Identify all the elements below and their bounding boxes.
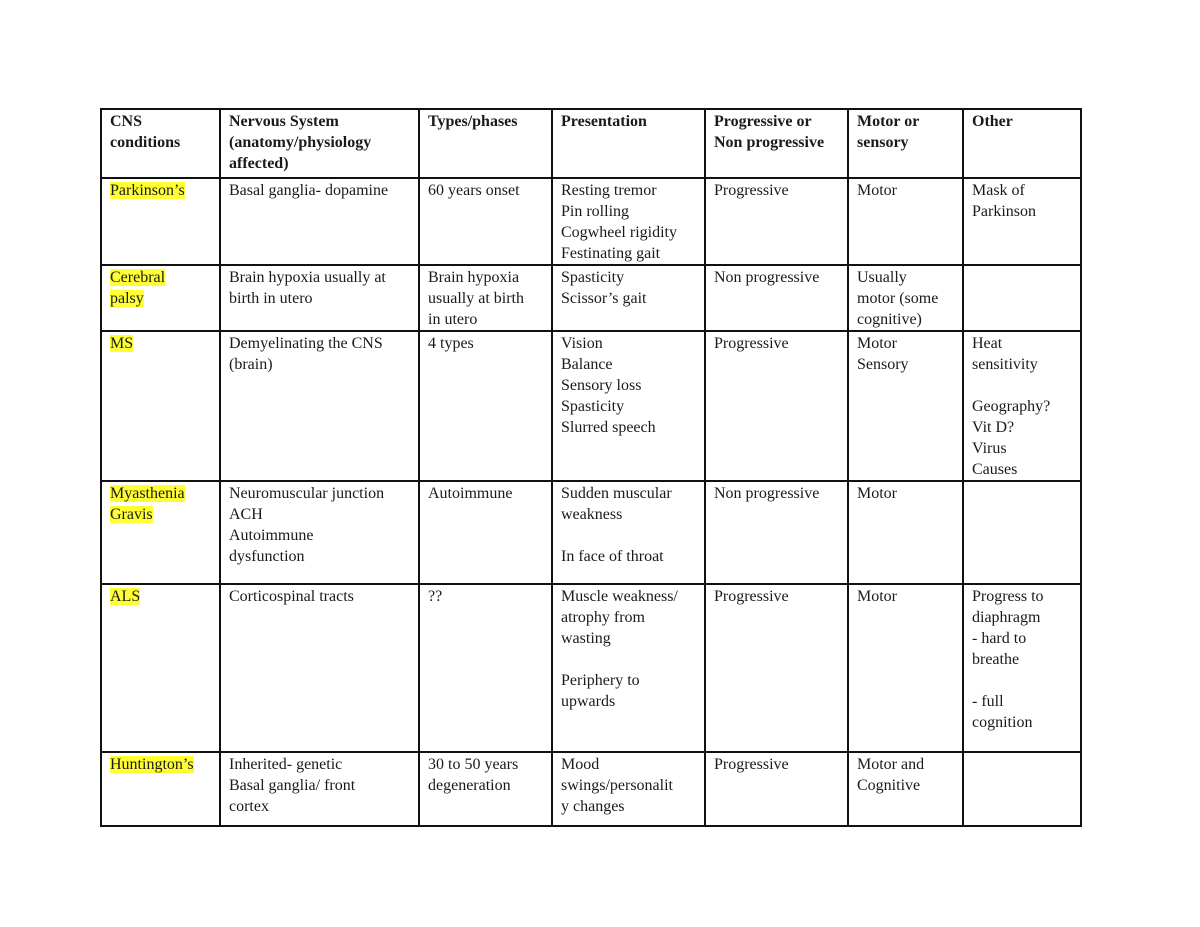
cell-text-line: Basal ganglia/ front	[229, 777, 356, 794]
motor-sensory-cell	[848, 584, 963, 752]
motor-sensory-cell	[848, 752, 963, 826]
presentation-cell	[552, 265, 705, 331]
presentation-cell	[552, 584, 705, 752]
cell-text-line: (brain)	[229, 356, 273, 373]
cell-text-line: Parkinson	[972, 203, 1036, 220]
table-row	[101, 584, 1081, 752]
cell-text-line	[110, 504, 215, 525]
cell-text-line: Slurred speech	[561, 419, 656, 436]
cell-text-line: sensitivity	[972, 356, 1038, 373]
progression-cell	[705, 752, 848, 826]
cell-text-line: Motor	[857, 182, 897, 199]
cell-text-line: Geography?	[972, 398, 1051, 415]
condition-cell	[101, 584, 220, 752]
cell-text-line: atrophy from	[561, 609, 645, 626]
highlighted-condition-name: Gravis	[110, 506, 153, 523]
cell-text-line: Heat	[972, 335, 1003, 352]
condition-cell	[101, 265, 220, 331]
cell-text-line: Progressive	[714, 335, 789, 352]
other-cell	[963, 265, 1081, 331]
cell-text-line: cognition	[972, 714, 1033, 731]
presentation-cell	[552, 178, 705, 265]
nervous-system-cell	[220, 584, 419, 752]
highlighted-condition-name: MS	[110, 335, 134, 352]
cell-text-line	[110, 288, 215, 309]
table-row	[101, 265, 1081, 331]
condition-cell	[101, 331, 220, 481]
cell-text-line	[972, 375, 1076, 396]
header-text-line: Progressive or	[714, 113, 812, 130]
cell-text-line: Progressive	[714, 756, 789, 773]
cell-text-line: Motor	[857, 588, 897, 605]
cell-text-line: Pin rolling	[561, 203, 630, 220]
types-cell	[419, 752, 552, 826]
progression-cell	[705, 265, 848, 331]
cns-conditions-table	[100, 108, 1082, 827]
cell-text-line: Cognitive	[857, 777, 921, 794]
cell-text-line: Virus	[972, 440, 1007, 457]
header-row	[101, 109, 1081, 178]
presentation-cell	[552, 752, 705, 826]
cell-text-line: ??	[428, 588, 443, 605]
header-motor-sensory	[848, 109, 963, 178]
cell-text-line: 4 types	[428, 335, 474, 352]
cell-text-line: Resting tremor	[561, 182, 657, 199]
cell-text-line: Scissor’s gait	[561, 290, 647, 307]
header-text-line: conditions	[110, 134, 181, 151]
cell-text-line: Motor and	[857, 756, 925, 773]
cell-text-line: 30 to 50 years	[428, 756, 519, 773]
cell-text-line	[972, 670, 1076, 691]
cell-text-line	[110, 586, 215, 607]
condition-cell	[101, 752, 220, 826]
types-cell	[419, 265, 552, 331]
cell-text-line: Progress to	[972, 588, 1044, 605]
cell-text-line: Progressive	[714, 182, 789, 199]
cell-text-line: upwards	[561, 693, 616, 710]
other-cell	[963, 584, 1081, 752]
other-cell	[963, 481, 1081, 584]
types-cell	[419, 178, 552, 265]
other-cell	[963, 331, 1081, 481]
cell-text-line: Mask of	[972, 182, 1025, 199]
header-text-line: sensory	[857, 134, 909, 151]
cell-text-line: In face of throat	[561, 548, 664, 565]
types-cell	[419, 481, 552, 584]
highlighted-condition-name: Myasthenia	[110, 485, 185, 502]
header-types-phases	[419, 109, 552, 178]
cell-text-line	[561, 525, 700, 546]
cell-text-line: Demyelinating the CNS	[229, 335, 383, 352]
highlighted-condition-name: palsy	[110, 290, 144, 307]
motor-sensory-cell	[848, 178, 963, 265]
cell-text-line: Muscle weakness/	[561, 588, 678, 605]
cell-text-line: cognitive)	[857, 311, 922, 328]
header-text-line: Presentation	[561, 113, 647, 130]
cell-text-line: dysfunction	[229, 548, 305, 565]
cell-text-line: Basal ganglia- dopamine	[229, 182, 389, 199]
table-row	[101, 331, 1081, 481]
cell-text-line: Motor	[857, 485, 897, 502]
progression-cell	[705, 178, 848, 265]
highlighted-condition-name: ALS	[110, 588, 141, 605]
cell-text-line: Sensory loss	[561, 377, 642, 394]
cell-text-line: Autoimmune	[428, 485, 513, 502]
other-cell	[963, 178, 1081, 265]
condition-cell	[101, 481, 220, 584]
cell-text-line	[110, 180, 215, 201]
other-cell	[963, 752, 1081, 826]
cell-text-line: Spasticity	[561, 269, 625, 286]
cell-text-line: motor (some	[857, 290, 939, 307]
cell-text-line	[110, 754, 215, 775]
cell-text-line: Non progressive	[714, 485, 820, 502]
header-text-line: Non progressive	[714, 134, 825, 151]
motor-sensory-cell	[848, 331, 963, 481]
cell-text-line: Mood	[561, 756, 600, 773]
cell-text-line: Festinating gait	[561, 245, 661, 262]
cell-text-line	[561, 649, 700, 670]
table-row	[101, 178, 1081, 265]
cell-text-line: Vision	[561, 335, 603, 352]
progression-cell	[705, 331, 848, 481]
nervous-system-cell	[220, 265, 419, 331]
cell-text-line	[110, 267, 215, 288]
cell-text-line: usually at birth	[428, 290, 524, 307]
cell-text-line: Sensory	[857, 356, 909, 373]
cell-text-line: ACH	[229, 506, 263, 523]
header-text-line: Types/phases	[428, 113, 518, 130]
cell-text-line: Autoimmune	[229, 527, 314, 544]
header-progression	[705, 109, 848, 178]
nervous-system-cell	[220, 178, 419, 265]
header-nervous-system	[220, 109, 419, 178]
cell-text-line: Neuromuscular junction	[229, 485, 385, 502]
cell-text-line: y changes	[561, 798, 625, 815]
motor-sensory-cell	[848, 265, 963, 331]
cell-text-line: weakness	[561, 506, 623, 523]
cell-text-line: diaphragm	[972, 609, 1041, 626]
cell-text-line: Cogwheel rigidity	[561, 224, 677, 241]
highlighted-condition-name: Parkinson’s	[110, 182, 185, 199]
cell-text-line: Motor	[857, 335, 897, 352]
cell-text-line: Inherited- genetic	[229, 756, 343, 773]
header-text-line: affected)	[229, 155, 289, 172]
cell-text-line: Non progressive	[714, 269, 820, 286]
cell-text-line: - hard to	[972, 630, 1027, 647]
cell-text-line: Brain hypoxia usually at	[229, 269, 386, 286]
nervous-system-cell	[220, 331, 419, 481]
cell-text-line: wasting	[561, 630, 611, 647]
header-text-line: Motor or	[857, 113, 920, 130]
types-cell	[419, 331, 552, 481]
table-row	[101, 752, 1081, 826]
cell-text-line	[110, 483, 215, 504]
header-cns-conditions	[101, 109, 220, 178]
cell-text-line: swings/personalit	[561, 777, 673, 794]
presentation-cell	[552, 481, 705, 584]
motor-sensory-cell	[848, 481, 963, 584]
cell-text-line: Periphery to	[561, 672, 640, 689]
cell-text-line: breathe	[972, 651, 1020, 668]
cell-text-line: Corticospinal tracts	[229, 588, 354, 605]
cell-text-line: Causes	[972, 461, 1018, 478]
cell-text-line: in utero	[428, 311, 478, 328]
cell-text-line: Brain hypoxia	[428, 269, 520, 286]
cell-text-line: Spasticity	[561, 398, 625, 415]
header-text-line: Nervous System	[229, 113, 339, 130]
presentation-cell	[552, 331, 705, 481]
cell-text-line: Vit D?	[972, 419, 1015, 436]
nervous-system-cell	[220, 481, 419, 584]
cell-text-line: Progressive	[714, 588, 789, 605]
cell-text-line: Sudden muscular	[561, 485, 672, 502]
table-row	[101, 481, 1081, 584]
highlighted-condition-name: Cerebral	[110, 269, 166, 286]
condition-cell	[101, 178, 220, 265]
highlighted-condition-name: Huntington’s	[110, 756, 194, 773]
progression-cell	[705, 584, 848, 752]
header-text-line: (anatomy/physiology	[229, 134, 372, 151]
header-text-line: CNS	[110, 113, 143, 130]
cell-text-line: - full	[972, 693, 1004, 710]
progression-cell	[705, 481, 848, 584]
header-text-line: Other	[972, 113, 1013, 130]
cell-text-line: Balance	[561, 356, 613, 373]
cell-text-line: 60 years onset	[428, 182, 520, 199]
cell-text-line: cortex	[229, 798, 269, 815]
types-cell	[419, 584, 552, 752]
header-presentation	[552, 109, 705, 178]
cell-text-line: birth in utero	[229, 290, 313, 307]
cell-text-line: degeneration	[428, 777, 511, 794]
header-other	[963, 109, 1081, 178]
cell-text-line: Usually	[857, 269, 907, 286]
nervous-system-cell	[220, 752, 419, 826]
cell-text-line	[110, 333, 215, 354]
